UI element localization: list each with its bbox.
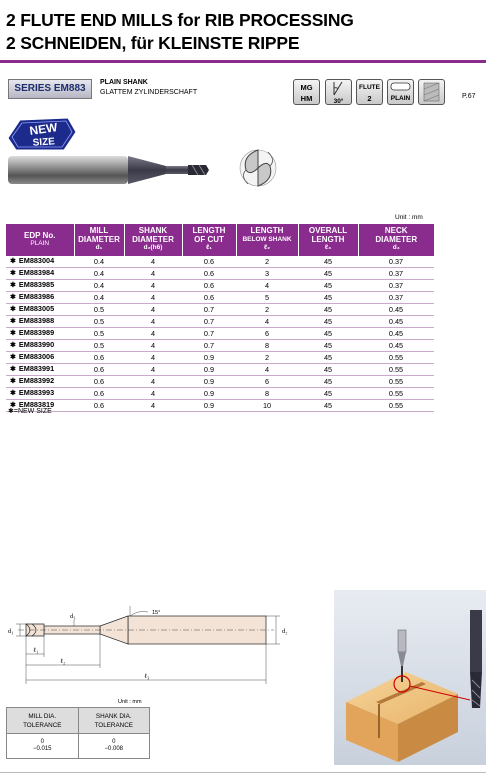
edp-number: EM883990 xyxy=(18,340,55,349)
col-neck-l1: NECK xyxy=(384,226,408,236)
cell-l1: 0.9 xyxy=(182,400,236,412)
title-divider xyxy=(0,60,486,63)
table-row xyxy=(6,400,434,412)
cell-d1: 0.6 xyxy=(74,352,124,364)
cell-d3: 0.45 xyxy=(358,304,434,316)
shank-tol-upper: 0 xyxy=(112,739,116,745)
new-size-badge xyxy=(6,116,78,152)
cell-l3: 45 xyxy=(298,352,358,364)
table-row xyxy=(6,328,434,340)
edp-cell xyxy=(6,352,74,364)
cell-d1: 0.6 xyxy=(74,364,124,376)
edp-cell xyxy=(6,376,74,388)
new-size-star: ✱ xyxy=(10,270,16,277)
new-size-star: ✱ xyxy=(10,390,16,397)
edp-cell xyxy=(6,256,74,268)
unit-label: Unit : mm xyxy=(395,214,423,221)
cell-d1: 0.6 xyxy=(74,388,124,400)
col-mill-l1: MILL xyxy=(89,226,109,236)
cell-l1: 0.9 xyxy=(182,364,236,376)
table-row xyxy=(6,304,434,316)
plain-shank-shape xyxy=(388,80,413,92)
new-size-star: ✱ xyxy=(10,258,16,265)
col-cut-sym: ℓ₁ xyxy=(206,244,212,252)
cell-d1: 0.4 xyxy=(74,256,124,268)
tolerance-value-row xyxy=(7,734,150,759)
cell-d1: 0.4 xyxy=(74,268,124,280)
cell-d1: 0.4 xyxy=(74,292,124,304)
cell-d1: 0.4 xyxy=(74,280,124,292)
new-size-note: ✱=NEW SIZE xyxy=(8,408,52,415)
cell-d2: 4 xyxy=(124,364,182,376)
shank-tol-lower: −0.008 xyxy=(104,746,124,752)
spec-table xyxy=(6,224,434,412)
new-size-star: ✱ xyxy=(10,282,16,289)
new-size-star: ✱ xyxy=(10,354,16,361)
edp-cell xyxy=(6,364,74,376)
new-size-star: ✱ xyxy=(10,330,16,337)
table-row xyxy=(6,364,434,376)
cell-l1: 0.6 xyxy=(182,256,236,268)
col-neck-diameter xyxy=(358,224,434,256)
col-overall-length xyxy=(298,224,358,256)
cell-l1: 0.7 xyxy=(182,316,236,328)
cell-d1: 0.5 xyxy=(74,316,124,328)
dwg-l1-label: ℓ₁ xyxy=(33,647,39,654)
cell-d2: 4 xyxy=(124,304,182,316)
col-cut-l2: OF CUT xyxy=(194,234,224,244)
edp-number: EM883986 xyxy=(18,292,55,301)
cell-d2: 4 xyxy=(124,316,182,328)
col-edp xyxy=(6,224,74,256)
table-row xyxy=(6,292,434,304)
shank-tol-h2: TOLERANCE xyxy=(94,721,133,729)
cell-l3: 45 xyxy=(298,256,358,268)
shank-type-en: PLAIN SHANK xyxy=(100,79,148,86)
cell-d2: 4 xyxy=(124,400,182,412)
col-below-l1: LENGTH xyxy=(250,226,284,236)
table-row xyxy=(6,268,434,280)
cell-l2: 8 xyxy=(236,388,298,400)
edp-number: EM883991 xyxy=(18,364,55,373)
cell-l2: 6 xyxy=(236,328,298,340)
badge-new-text: NEW xyxy=(28,120,59,138)
new-size-star: ✱ xyxy=(10,294,16,301)
cell-l2: 2 xyxy=(236,352,298,364)
cell-l3: 45 xyxy=(298,292,358,304)
shank-type-de: GLATTEM ZYLINDERSCHAFT xyxy=(100,89,198,96)
material-top-label: MG xyxy=(300,83,313,92)
table-row xyxy=(6,316,434,328)
table-row xyxy=(6,376,434,388)
cell-l2: 5 xyxy=(236,292,298,304)
cell-l3: 45 xyxy=(298,400,358,412)
edp-number: EM883004 xyxy=(18,256,55,265)
col-edp-sub: PLAIN xyxy=(30,240,50,247)
col-neck-l2: DIAMETER xyxy=(375,234,418,244)
new-size-star: ✱ xyxy=(10,378,16,385)
tolerance-header-row xyxy=(7,708,150,734)
cell-d2: 4 xyxy=(124,388,182,400)
cell-l1: 0.7 xyxy=(182,340,236,352)
cell-d3: 0.45 xyxy=(358,316,434,328)
col-shank-diameter xyxy=(124,224,182,256)
dwg-l3-label: ℓ₃ xyxy=(144,673,150,680)
new-size-star: ✱ xyxy=(10,342,16,349)
plain-shank-label: PLAIN xyxy=(390,95,411,102)
cell-l3: 45 xyxy=(298,316,358,328)
edp-cell xyxy=(6,280,74,292)
cell-l2: 8 xyxy=(236,340,298,352)
col-neck-sym: d₃ xyxy=(392,244,400,252)
cell-d3: 0.37 xyxy=(358,268,434,280)
cell-d1: 0.6 xyxy=(74,376,124,388)
table-row xyxy=(6,388,434,400)
flute-label: FLUTE xyxy=(359,84,380,91)
flute-count: 2 xyxy=(367,94,372,103)
cell-l3: 45 xyxy=(298,364,358,376)
col-below-l2: BELOW SHANK xyxy=(242,235,292,243)
cell-d1: 0.5 xyxy=(74,304,124,316)
cell-d3: 0.55 xyxy=(358,364,434,376)
cell-l2: 2 xyxy=(236,304,298,316)
spec-table-header xyxy=(6,224,434,256)
helix-icon xyxy=(325,79,352,105)
helix-shape xyxy=(326,80,351,96)
cell-l3: 45 xyxy=(298,280,358,292)
col-overall-l2: LENGTH xyxy=(311,234,345,244)
edp-cell xyxy=(6,328,74,340)
cell-d3: 0.37 xyxy=(358,280,434,292)
cell-l3: 45 xyxy=(298,268,358,280)
dwg-d3-label: d₃ xyxy=(70,613,76,620)
cell-l1: 0.7 xyxy=(182,328,236,340)
col-below-sym: ℓ₂ xyxy=(263,244,271,252)
badge-size-text: SIZE xyxy=(32,136,56,149)
col-cut-l1: LENGTH xyxy=(192,226,226,236)
edp-number: EM883992 xyxy=(18,376,55,385)
edp-cell xyxy=(6,304,74,316)
cell-d2: 4 xyxy=(124,268,182,280)
cell-d3: 0.37 xyxy=(358,292,434,304)
cell-d3: 0.55 xyxy=(358,352,434,364)
edp-cell xyxy=(6,340,74,352)
mill-tol-upper: 0 xyxy=(40,739,44,745)
application-photo xyxy=(334,590,486,765)
cell-l1: 0.9 xyxy=(182,352,236,364)
new-size-star: ✱ xyxy=(10,306,16,313)
new-size-star: ✱ xyxy=(10,402,16,409)
col-shank-l2: DIAMETER xyxy=(132,234,174,244)
material-icon xyxy=(293,79,320,105)
edp-number: EM883006 xyxy=(18,352,55,361)
coating-shape xyxy=(419,80,444,104)
edp-cell xyxy=(6,268,74,280)
edp-number: EM883993 xyxy=(18,388,55,397)
edp-cell xyxy=(6,292,74,304)
cell-d1: 0.6 xyxy=(74,400,124,412)
spec-table-body xyxy=(6,256,434,412)
cell-l3: 45 xyxy=(298,388,358,400)
cell-d3: 0.45 xyxy=(358,340,434,352)
cell-l1: 0.9 xyxy=(182,376,236,388)
cell-d3: 0.55 xyxy=(358,388,434,400)
mill-tol-lower: −0.015 xyxy=(32,746,52,752)
cell-d2: 4 xyxy=(124,256,182,268)
shank-tol-h1: SHANK DIA. xyxy=(95,712,132,720)
title-german: 2 SCHNEIDEN, für KLEINSTE RIPPE xyxy=(6,33,300,53)
edp-number: EM883819 xyxy=(18,400,55,409)
col-overall-l1: OVERALL xyxy=(308,226,348,236)
tolerance-table xyxy=(6,707,150,759)
table-row xyxy=(6,352,434,364)
tolerance-unit-label: Unit : mm xyxy=(118,699,142,705)
page-reference: P.67 xyxy=(462,93,476,100)
series-label: SERIES EM883 xyxy=(8,79,92,99)
cell-d1: 0.5 xyxy=(74,340,124,352)
dwg-d1-label: d₁ xyxy=(8,628,14,635)
dwg-d2-label: d₂ xyxy=(282,628,288,635)
plain-shank-icon xyxy=(387,79,414,105)
edp-number: EM883005 xyxy=(18,304,55,313)
cell-d2: 4 xyxy=(124,328,182,340)
cell-d2: 4 xyxy=(124,280,182,292)
mill-tol-h1: MILL DIA. xyxy=(28,712,57,720)
col-length-below-shank xyxy=(236,224,298,256)
cell-l1: 0.6 xyxy=(182,268,236,280)
col-mill-l2: DIAMETER xyxy=(78,234,120,244)
dwg-angle-label: 15° xyxy=(152,610,161,616)
helix-angle-label: 30° xyxy=(333,98,344,105)
table-row xyxy=(6,256,434,268)
cell-l2: 6 xyxy=(236,376,298,388)
mill-tol-h2: TOLERANCE xyxy=(23,721,62,729)
cell-d2: 4 xyxy=(124,292,182,304)
shank-tolerance-header xyxy=(78,708,150,734)
cell-l2: 2 xyxy=(236,256,298,268)
cell-l1: 0.6 xyxy=(182,280,236,292)
cell-l3: 45 xyxy=(298,304,358,316)
edp-number: EM883985 xyxy=(18,280,55,289)
col-shank-l1: SHANK xyxy=(138,226,168,236)
cell-l1: 0.6 xyxy=(182,292,236,304)
edp-cell xyxy=(6,316,74,328)
cell-l2: 4 xyxy=(236,316,298,328)
col-edp-label: EDP No. xyxy=(24,230,56,240)
col-overall-sym: ℓ₃ xyxy=(324,244,332,252)
col-mill-sym: d₁ xyxy=(95,244,103,252)
cell-d3: 0.45 xyxy=(358,328,434,340)
cell-d2: 4 xyxy=(124,340,182,352)
shank-tolerance-value xyxy=(78,734,150,759)
end-view-image xyxy=(236,146,280,190)
table-row xyxy=(6,340,434,352)
col-shank-sym: d₂(h6) xyxy=(143,244,163,252)
mill-tolerance-header xyxy=(7,708,79,734)
edp-number: EM883988 xyxy=(18,316,55,325)
table-row xyxy=(6,280,434,292)
col-mill-diameter xyxy=(74,224,124,256)
edp-cell xyxy=(6,388,74,400)
cell-l2: 3 xyxy=(236,268,298,280)
cell-d3: 0.55 xyxy=(358,400,434,412)
end-mill-image xyxy=(6,150,211,190)
cell-d3: 0.37 xyxy=(358,256,434,268)
col-length-of-cut xyxy=(182,224,236,256)
material-bottom-label: HM xyxy=(300,94,313,103)
edp-number: EM883984 xyxy=(18,268,55,277)
mill-tolerance-value xyxy=(7,734,79,759)
cell-d3: 0.55 xyxy=(358,376,434,388)
cell-d1: 0.5 xyxy=(74,328,124,340)
cell-d2: 4 xyxy=(124,352,182,364)
new-size-star: ✱ xyxy=(10,318,16,325)
cell-l1: 0.7 xyxy=(182,304,236,316)
cell-l2: 4 xyxy=(236,364,298,376)
cell-l3: 45 xyxy=(298,376,358,388)
dwg-l2-label: ℓ₂ xyxy=(60,658,66,665)
edp-number: EM883989 xyxy=(18,328,55,337)
flute-icon xyxy=(356,79,383,105)
dimension-drawing xyxy=(4,602,300,698)
cell-d2: 4 xyxy=(124,376,182,388)
title-english: 2 FLUTE END MILLS for RIB PROCESSING xyxy=(6,10,354,30)
cell-l1: 0.9 xyxy=(182,388,236,400)
new-size-star: ✱ xyxy=(10,366,16,373)
cell-l2: 4 xyxy=(236,280,298,292)
bottom-divider xyxy=(0,772,486,773)
cell-l2: 10 xyxy=(236,400,298,412)
cell-l3: 45 xyxy=(298,328,358,340)
cell-l3: 45 xyxy=(298,340,358,352)
coating-icon xyxy=(418,79,445,105)
